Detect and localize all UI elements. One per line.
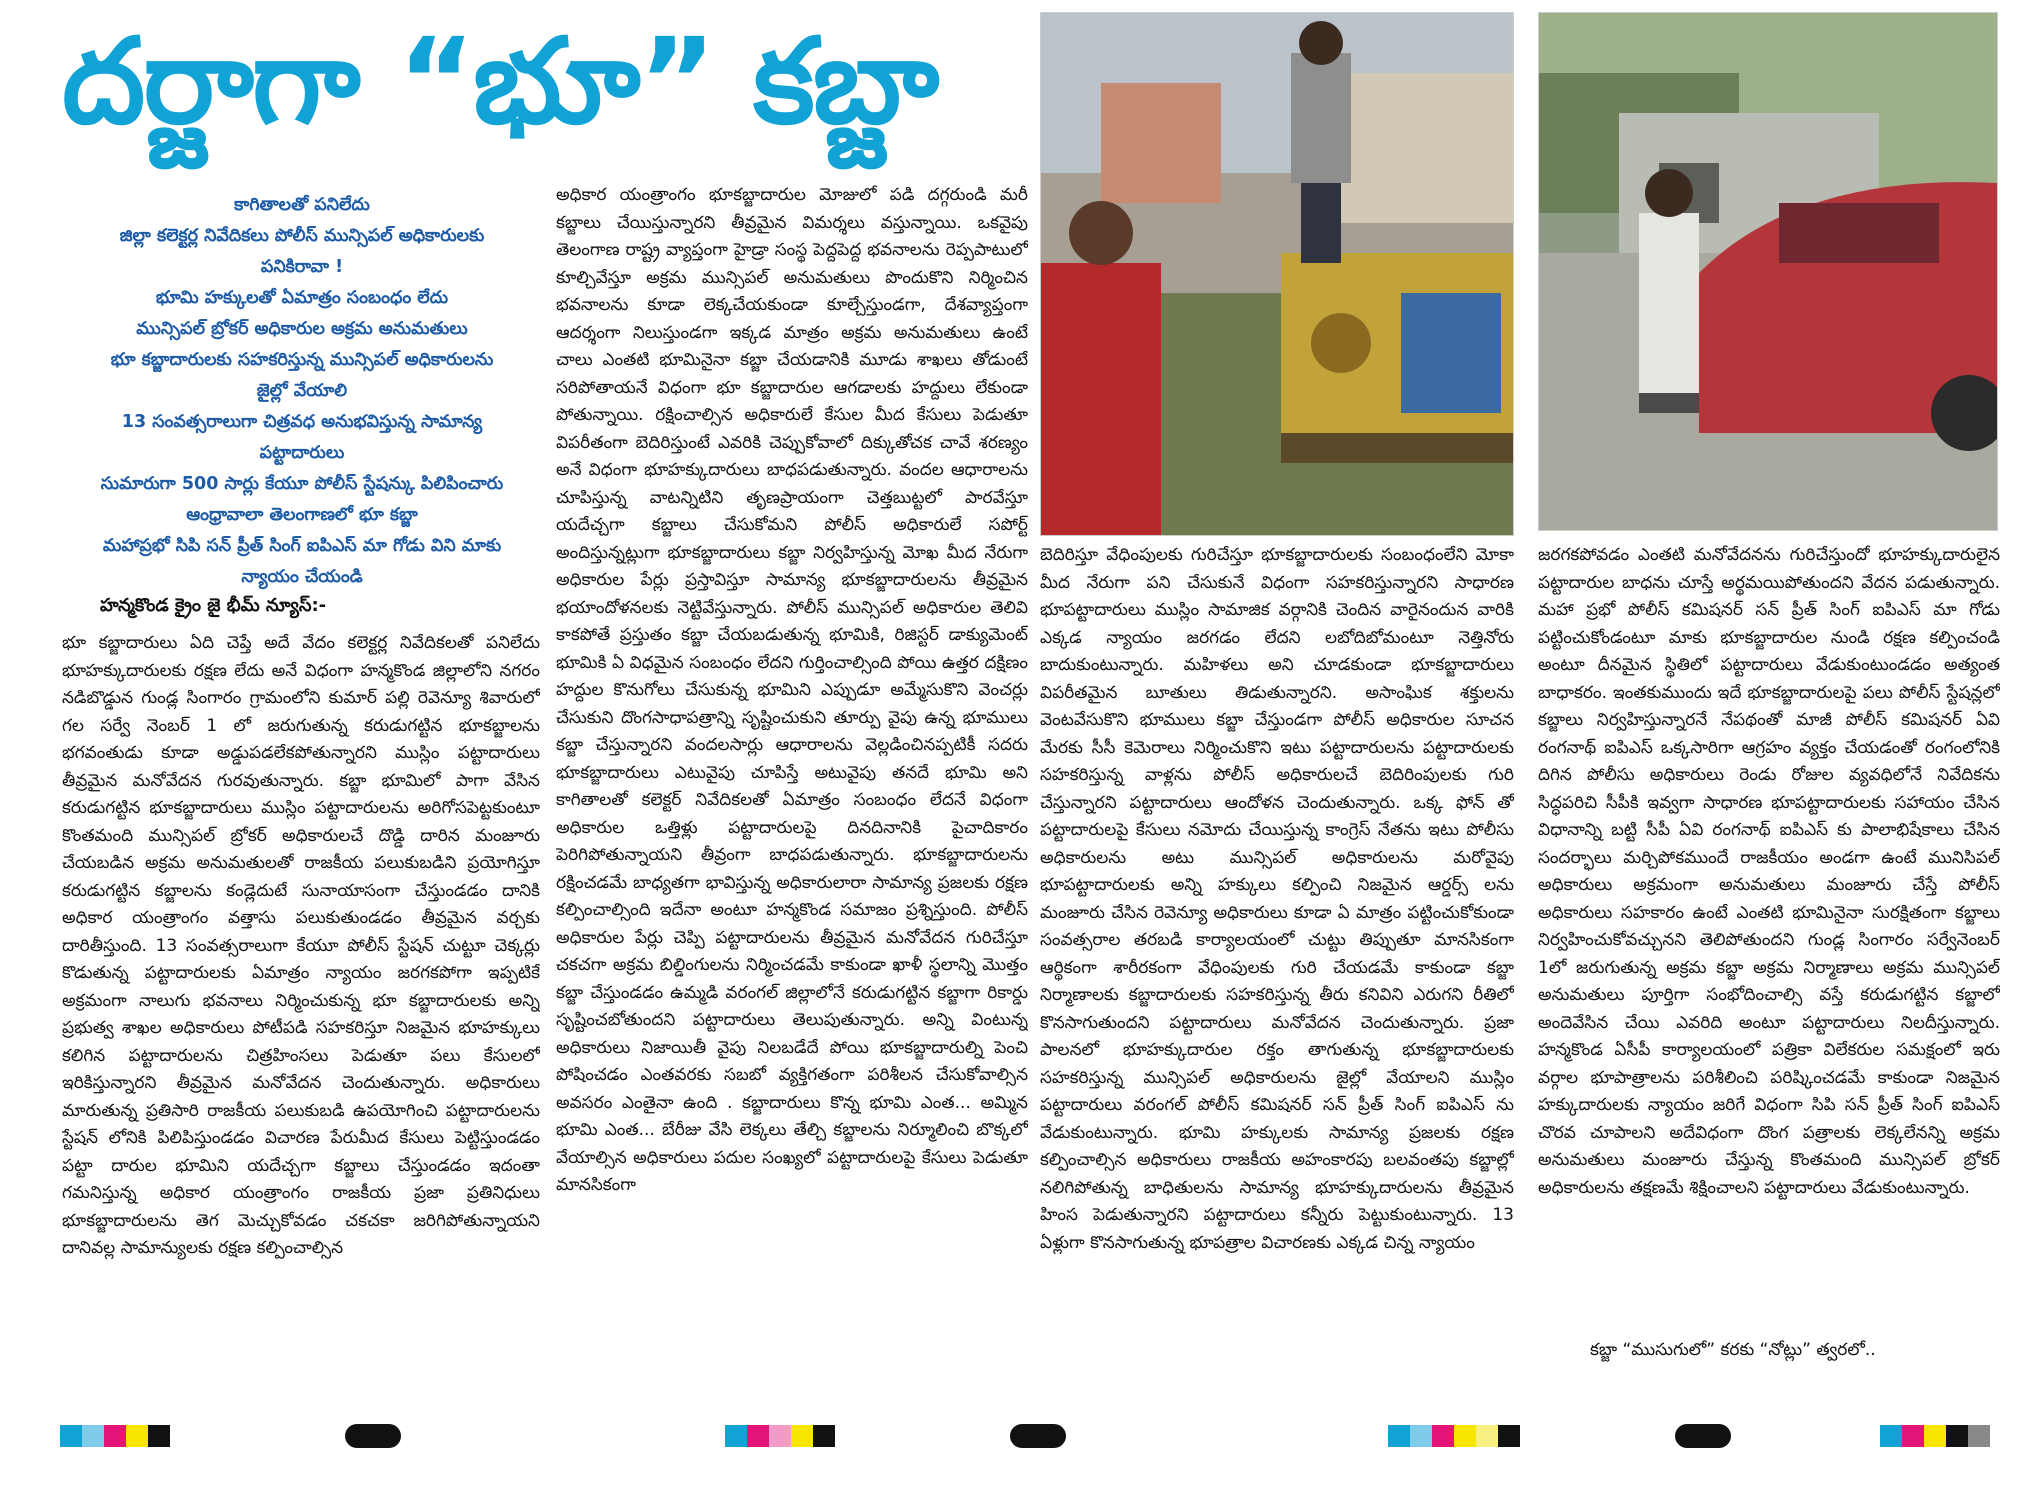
subhead: కాగితాలతో పనిలేదు	[234, 195, 370, 215]
registration-color-bar	[725, 1425, 835, 1447]
photo-car-illustration	[1539, 13, 1997, 530]
article-column-2	[556, 182, 1028, 1365]
headline: దర్జాగా “భూ” కబ్జా	[62, 12, 938, 150]
photo-tractor-illustration	[1041, 13, 1513, 535]
column-text: అధికార యంత్రాంగం భూకబ్జాదారుల మోజులో పడి దగ్గరుండి మరీ కబ్జాలు చేయిస్తున్నారని తీవ్రమైన విమర్శలు వస్తున్నాయి. ఒకవైపు తెలంగాణ రాష్ట్ర వ్యాప్తంగా హైడ్రా సంస్థ పెద్దపెద్ద భవనాలను రెప్పపాటులో కూల్చివేస్తూ అక్రమ మున్సిపల్ అనుమతులు పొందుకొని నిర్మించిన భవనాలను కూడా లెక్కచేయకుండా కూల్చేస్తుండగా, దేశవ్యాప్తంగా ఆదర్శంగా నిలుస్తుండగా ఇక్కడ మాత్రం అక్రమ అనుమతులు ఉంటే చాలు ఎంతటి భూమినైనా కబ్జా చేయడానికి మూడు శాఖలు తోడుంటే సరిపోతాయనే విధంగా భూ కబ్జాదారుల ఆగడాలకు హద్దులు లేకుండా పోతున్నాయి. రక్షించాల్సిన అధికారులే కేసుల మీద కేసులు పెడుతూ విపరీతంగా బెదిరిస్తుంటే ఎవరికి చెప్పుకోవాలో దిక్కుతోచక చావే శరణ్యం అనే విధంగా భూహక్కుదారులు బాధపడుతున్నారు. వందల ఆధారాలను చూపిస్తున్న వాటన్నిటిని తృణప్రాయంగా చెత్తబుట్టలో పారవేస్తూ యదేచ్చగా కబ్జాలు చేసుకోమని పోలీస్ అధికారులే సపోర్ట్ అందిస్తున్నట్లుగా భూకబ్జాదారులు కబ్జా నిర్వహిస్తున్న మోఖ మీద నేరుగా అధికారుల పేర్లు ప్రస్తావిస్తూ సామాన్య భూకబ్జాదారులను తీవ్రమైన భయాందోళనలకు నెట్టివేస్తున్నారు. పోలీస్ మున్సిపల్ అధికారుల తెలివి కాకపోతే ప్రస్తుతం కబ్జా చేయబడుతున్న భూమికి, రిజిస్టర్ డాక్యుమెంట్ భూమికి ఏ విధమైన సంబంధం లేదని గుర్తించాల్సింది పోయి ఉత్తర దక్షిణం హద్దుల కొనుగోలు చేసుకున్న భూమిని ఎప్పుడూ అమ్మేసుకొని వెంచర్లు చేసుకుని దొంగసాధాపత్రాన్ని సృష్టించుకుని తూర్పు వైపు ఉన్న భూములు కబ్జా చేస్తున్నారని వందలసార్లు ఆధారాలను వెల్లడించినప్పటికీ సదరు భూకబ్జాదారులు ఎటువైపు చూపిస్తే అటువైపు తనదే భూమి అని కాగితాలతో కలెక్టర్ నివేదికలతో ఏమాత్రం సంబంధం లేదనే విధంగా అధికారుల ఒత్తిళ్లు పట్టాదారులపై దినదినానికి పైచాదికారం పెరిగిపోతున్నాయని తీవ్రంగా బాధపడుతున్నారు. భూకబ్జాదారులను రక్షించడమే బాధ్యతగా భావిస్తున్న అధికారులారా సామాన్య ప్రజలకు రక్షణ కల్పించాల్సింది ఇదేనా అంటూ హన్మకొండ సమాజం ప్రశ్నిస్తుంది. పోలీస్ అధికారుల పేర్లు చెప్పి పట్టాదారులను తీవ్రమైన మనోవేదన గురిచేస్తూ చకచగా అక్రమ బిల్డింగులను నిర్మించడమే కాకుండా ఖాళీ స్థలాన్ని మొత్తం కబ్జా చేస్తుండడం ఉమ్మడి వరంగల్ జిల్లాలోనే కరుడుగట్టిన కబ్జాగా రికార్డు సృష్టించబోతుందని పట్టాదారులు తెలుపుతున్నారు. అన్ని వింటున్న అధికారులు నిజాయితీ వైపు నిలబడేదే పోయి భూకబ్జాదారుల్ని పెంచి పోషించడం ఎంతవరకు సబబో వ్యక్తిగతంగా పరిశీలన చేసుకోవాల్సిన అవసరం ఎంతైనా ఉంది . కబ్జాదారులు కొన్న భూమి ఎంత... అమ్మిన భూమి ఎంత... బేరీజు వేసి లెక్కలు తేల్చి కబ్జాలను నిర్మూలించి బొక్కలో వేయాల్సిన అధికారులు పదుల సంఖ్యలో పట్టాదారులపై కేసులు పెడుతూ మానసికంగా	[556, 185, 1028, 1195]
color-swatch	[60, 1425, 82, 1447]
color-swatch	[747, 1425, 769, 1447]
color-swatch	[82, 1425, 104, 1447]
subhead: 13 సంవత్సరాలుగా చిత్రవధ అనుభవిస్తున్న సామాన్య	[121, 412, 483, 432]
registration-pill	[345, 1424, 401, 1448]
subhead: పట్టాదారులు	[259, 443, 345, 463]
color-swatch	[813, 1425, 835, 1447]
color-swatch	[1880, 1425, 1902, 1447]
subhead: సుమారుగా 500 సార్లు కేయూ పోలీస్ స్టేషన్కు పిలిపించారు	[100, 474, 504, 494]
subhead: జిల్లా కలెక్టర్ల నివేదికలు పోలీస్ మున్సిపల్ అధికారులకు	[119, 226, 485, 246]
registration-pill	[1010, 1424, 1066, 1448]
article-column-1	[62, 630, 540, 1365]
subhead: న్యాయం చేయండి	[241, 567, 363, 587]
color-swatch	[1388, 1425, 1410, 1447]
color-swatch	[1432, 1425, 1454, 1447]
column-text: భూ కబ్జాదారులు ఏది చెప్తే అదే వేదం కలెక్టర్ల నివేదికలతో పనిలేదు భూహక్కుదారులకు రక్షణ లేదు అనే విధంగా హన్మకొండ జిల్లాలోని నగరం నడిబొడ్డున గుండ్ల సింగారం గ్రామంలోని కుమార్ పల్లి రెవెన్యూ శివారులో గల సర్వే నెంబర్ 1 లో జరుగుతున్న కరుడుగట్టిన భూకబ్జాలను భగవంతుడు కూడా అడ్డుపడలేకపోతున్నారని ముస్లిం పట్టాదారులు తీవ్రమైన మనోవేదన గురవుతున్నారు. కబ్జా భూమిలో పాగా వేసిన కరుడుగట్టిన భూకబ్జాదారులు ముస్లిం పట్టాదారులను అరిగోసపెట్టకుంటూ కొంతమంది మున్సిపల్ బ్రోకర్ అధికారులచే దొడ్డి దారిన మంజూరు చేయబడిన అక్రమ అనుమతులతో రాజకీయ పలుకుబడిని ప్రయోగిస్తూ కరుడుగట్టిన కబ్జాలను కండ్లెదుటే సునాయాసంగా చేస్తుండడం దానికి అధికార యంత్రాంగం వత్తాసు పలుకుతుండడం తీవ్రమైన వర్చకు దారితీస్తుంది. 13 సంవత్సరాలుగా కేయూ పోలీస్ స్టేషన్ చుట్టూ చెక్కర్లు కొడుతున్న పట్టాదారులకు ఏమాత్రం న్యాయం జరగకపోగా ఇప్పటికే అక్రమంగా నాలుగు భవనాలు నిర్మించుకున్న భూ కబ్జాదారులకు అన్ని ప్రభుత్వ శాఖల అధికారులు పోటీపడి సహకరిస్తూ నిజమైన భూహక్కులు కలిగిన పట్టాదారులను చిత్రహింసలు పెడుతూ పలు కేసులలో ఇరికిస్తున్నారని తీవ్రమైన మనోవేదన చెందుతున్నారు. అధికారులు మారుతున్న ప్రతిసారి రాజకీయ పలుకుబడి ఉపయోగించి పట్టాదారులను స్టేషన్ లోనికి పిలిపిస్తుండడం విచారణ పేరుమీద కేసులు పెట్టిస్తుండడం పట్టా దారుల భూమిని యదేచ్చగా కబ్జాలు చేస్తుండడం ఇదంతా గమనిస్తున్న అధికార యంత్రాంగం రాజకీయ ప్రజా ప్రతినిధులు భూకబ్జాదారులను తెగ మెచ్చుకోవడం చకచకా జరిగిపోతున్నాయని దానివల్ల సామాన్యులకు రక్షణ కల్పించాల్సిన	[62, 633, 540, 1258]
subhead: మహాప్రభో సిపి సన్ ప్రీత్ సింగ్ ఐపిఎస్ మా గోడు విని మాకు	[102, 536, 502, 556]
subheadings	[62, 190, 542, 593]
photo-man-with-red-car	[1538, 12, 1998, 531]
registration-color-bar	[1880, 1425, 1990, 1447]
color-swatch	[1410, 1425, 1432, 1447]
subhead: భూ కబ్జాదారులకు సహకరిస్తున్న మున్సిపల్ అధికారులను	[110, 350, 494, 370]
color-swatch	[769, 1425, 791, 1447]
column-text: జరగకపోవడం ఎంతటి మనోవేదనను గురిచేస్తుందో భూహక్కుదారులైన పట్టాదారుల బాధను చూస్తే అర్థమయిపోతుందని వేదన పడుతున్నారు. మహా ప్రభో పోలీస్ కమిషనర్ సన్ ప్రీత్ సింగ్ ఐపిఎస్ మా గోడు పట్టించుకోండంటూ మాకు భూకబ్జాదారుల నుండి రక్షణ కల్పించండి అంటూ దీనమైన స్థితిలో పట్టాదారులు వేడుకుంటుండడం అత్యంత బాధాకరం. ఇంతకుముందు ఇదే భూకబ్జాదారులపై పలు పోలీస్ స్టేషన్లలో కబ్జాలు నిర్వహిస్తున్నారనే నేపథంతో మాజీ పోలీస్ కమిషనర్ ఏవి రంగనాథ్ ఐపిఎస్ ఒక్కసారిగా ఆగ్రహం వ్యక్తం చేయడంతో రంగంలోనికి దిగిన పోలీసు అధికారులు రెండు రోజుల వ్యవధిలోనే నివేదికను సిద్ధపరిచి సీపీకి ఇవ్వగా సాధారణ భూపట్టాదారులకు సహాయం చేసిన విధానాన్ని బట్టి సీపీ ఏవి రంగనాథ్ ఐపిఎస్ కు పాలాభిషేకాలు చేసిన సందర్భాలు మర్చిపోకముందే రాజకీయం అండగా ఉంటే మునిసిపల్ అధికారులు అక్రమంగా అనుమతులు మంజూరు చేస్తే పోలీస్ అధికారులు సహకారం ఉంటే ఎంతటి భూమినైనా సురక్షితంగా కబ్జాలు నిర్వహించుకోవచ్చునని తెలిపోతుందని గుండ్ల సింగారం సర్వేనెంబర్ 1లో జరుగుతున్న అక్రమ కబ్జా అక్రమ నిర్మాణాలు అక్రమ మున్సిపల్ అనుమతులు పూర్తిగా సంభోదించాల్సి వస్తే కరుడుగట్టిన కబ్జాలో అందెవేసిన చేయి ఎవరిది అంటూ పట్టాదారులు నిలదీస్తున్నారు. హన్మకొండ ఏసీపీ కార్యాలయంలో పత్రికా విలేకరుల సమక్షంలో ఇరు వర్గాల భూపాత్రాలను పరిశీలించి పరిష్కించడమే కాకుండా నిజమైన హక్కుదారులకు న్యాయం జరిగే విధంగా సిపి సన్ ప్రీత్ సింగ్ ఐపిఎస్ చొరవ చూపాలని అదేవిధంగా దొంగ పత్రాలకు లెక్కలేనన్ని అక్రమ అనుమతులు మంజూరు చేస్తున్న కొంతమంది మున్సిపల్ బ్రోకర్ అధికారులను తక్షణమే శిక్షించాలని పట్టాదారులు వేడుకుంటున్నారు.	[1538, 545, 2000, 1198]
subhead: భూమి హక్కులతో ఏమాత్రం సంబంధం లేదు	[155, 288, 449, 308]
article-column-3	[1040, 542, 1514, 1365]
subhead: జైల్లో వేయాలి	[256, 381, 348, 401]
registration-color-bar	[1388, 1425, 1520, 1447]
subhead: మున్సిపల్ బ్రోకర్ అధికారుల అక్రమ అనుమతులు	[136, 319, 468, 339]
color-swatch	[791, 1425, 813, 1447]
color-swatch	[1902, 1425, 1924, 1447]
closing-teaser: కబ్జా “ముసుగులో” కరకు “నోట్లు” త్వరలో..	[1590, 1340, 1876, 1360]
registration-pill	[1675, 1424, 1731, 1448]
color-swatch	[1946, 1425, 1968, 1447]
color-swatch	[1498, 1425, 1520, 1447]
article-column-4	[1538, 542, 2000, 1282]
byline: హన్మకొండ క్రైం జై భీమ్ న్యూస్:-	[100, 595, 327, 616]
color-swatch	[1476, 1425, 1498, 1447]
color-swatch	[725, 1425, 747, 1447]
color-swatch	[1968, 1425, 1990, 1447]
color-swatch	[104, 1425, 126, 1447]
color-swatch	[148, 1425, 170, 1447]
column-text: బెదిరిస్తూ వేధింపులకు గురిచేస్తూ భూకబ్జాదారులకు సంబంధంలేని మోకా మీద నేరుగా పని చేసుకునే విధంగా సహకరిస్తున్నారని సాధారణ భూపట్టాదారులు ముస్లిం సామాజిక వర్గానికి చెందిన వారైనందున వారికి ఎక్కడ న్యాయం జరగడం లేదని లబోదిబోమంటూ నెత్తినోరు బాదుకుంటున్నారు. మహిళలు అని చూడకుండా భూకబ్జాదారులు విపరీతమైన బూతులు తిడుతున్నారని. అసాంఘిక శక్తులను వెంటవేసుకొని భూములు కబ్జా చేస్తుండగా పోలీస్ అధికారుల సూచన మేరకు సీసీ కెమెరాలు నిర్మించుకొని ఇటు పట్టాదారులను పట్టాదారులకు సహకరిస్తున్న వాళ్లను పోలీస్ అధికారులచే బెదిరింపులకు గురి చేస్తున్నారని పట్టాదారులు ఆందోళన చెందుతున్నారు. ఒక్క ఫోన్ తో పట్టాదారులపై కేసులు నమోదు చేయిస్తున్న కాంగ్రెస్ నేతను ఇటు పోలీసు అధికారులను అటు మున్సిపల్ అధికారులను మరోవైపు భూపట్టాదారులకు అన్ని హక్కులు కల్పించి నిజమైన ఆర్డర్స్ లను మంజూరు చేసిన రెవెన్యూ అధికారులు కూడా ఏ మాత్రం పట్టించుకోకుండా సంవత్సరాల తరబడి కార్యాలయంలో చుట్టు తిప్పుతూ మానసికంగా ఆర్థికంగా శారీరకంగా వేధింపులకు గురి చేయడమే కాకుండా కబ్జా నిర్మాణాలకు కబ్జాదారులకు సహకరిస్తున్న తీరు కనివిని ఎరుగని రీతిలో కొనసాగుతుందని పట్టాదారులు మనోవేదన చెందుతున్నారు. ప్రజా పాలనలో భూహక్కుదారుల రక్తం తాగుతున్న భూకబ్జాదారులకు సహకరిస్తున్న మున్సిపల్ అధికారులను జైల్లో వేయాలని ముస్లిం పట్టాదారులు వరంగల్ పోలీస్ కమిషనర్ సన్ ప్రీత్ సింగ్ ఐపిఎస్ ను వేడుకుంటున్నారు. భూమి హక్కులకు సామాన్య ప్రజలకు రక్షణ కల్పించాల్సిన అధికారులు రాజకీయ అహంకారపు బలవంతపు కబ్జాల్లో నలిగిపోతున్న బాధితులను సామాన్య భూహక్కుదారులను తీవ్రమైన హింస పెడుతున్నారని పట్టాదారులు కన్నీరు పెట్టుకుంటున్నారు. 13 ఏళ్లుగా కొనసాగుతున్న భూపత్రాల విచారణకు ఎక్కడ చిన్న న్యాయం	[1040, 545, 1514, 1253]
photo-tractor-workers	[1040, 12, 1514, 536]
registration-color-bar	[60, 1425, 170, 1447]
color-swatch	[126, 1425, 148, 1447]
color-swatch	[1454, 1425, 1476, 1447]
subhead: పనికిరావా !	[260, 257, 344, 277]
color-swatch	[1924, 1425, 1946, 1447]
subhead: ఆంధ్రావాలా తెలంగాణలో భూ కబ్జా	[186, 505, 418, 525]
